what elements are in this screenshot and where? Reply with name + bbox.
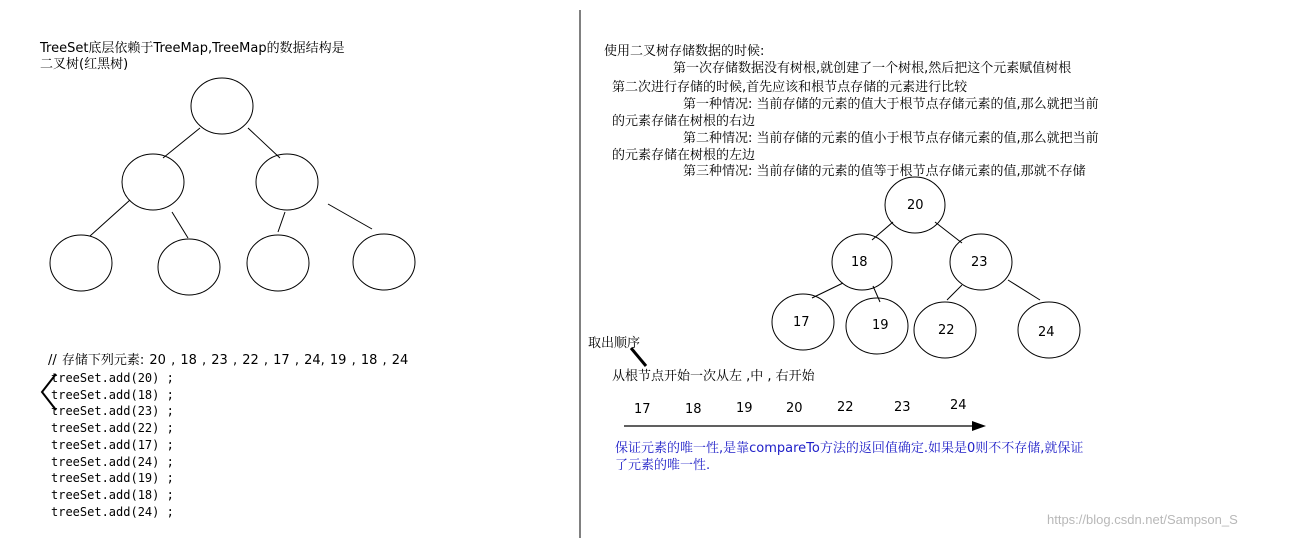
tree-node-empty — [50, 235, 112, 291]
numbered-binary-tree — [772, 177, 1080, 358]
explanation-line: 使用二叉树存储数据的时候: — [604, 44, 765, 59]
tree-edge — [90, 200, 130, 236]
tree-edge — [248, 128, 280, 158]
tree-edge — [163, 128, 200, 158]
code-line: treeSet.add(18) ; — [51, 487, 174, 502]
code-line: treeSet.add(23) ; — [51, 404, 174, 419]
watermark: https://blog.csdn.net/Sampson_S — [1047, 512, 1238, 527]
tree-edge — [947, 285, 962, 300]
order-value: 20 — [786, 401, 803, 416]
tree-node-empty — [191, 78, 253, 134]
empty-binary-tree — [50, 78, 415, 295]
tree-edge — [873, 286, 880, 302]
tree-node-label: 23 — [971, 255, 988, 270]
intro-line-2: 二叉树(红黑树) — [40, 57, 129, 72]
explanation-line: 第一次存储数据没有树根,就创建了一个树根,然后把这个元素赋值树根 — [673, 61, 1072, 76]
tree-node-label: 19 — [872, 318, 889, 333]
code-line: treeSet.add(24) ; — [51, 504, 174, 519]
tree-edge — [872, 222, 893, 240]
explanation-line: 第三种情况: 当前存储的元素的值等于根节点存储元素的值,那就不存储 — [683, 164, 1086, 179]
order-value: 22 — [837, 400, 854, 415]
tree-edge — [278, 212, 285, 232]
explanation-line: 的元素存储在树根的右边 — [612, 114, 756, 129]
tree-node-label: 18 — [851, 255, 868, 270]
order-value: 24 — [950, 398, 967, 413]
order-title: 取出顺序 — [588, 336, 641, 351]
tree-node-empty — [122, 154, 184, 210]
order-value: 19 — [736, 401, 753, 416]
tree-edge — [172, 212, 188, 238]
code-line: treeSet.add(20) ; — [51, 371, 174, 385]
tree-node-label: 24 — [1038, 325, 1055, 340]
tree-edge — [935, 222, 962, 243]
tree-node-label: 22 — [938, 323, 955, 338]
explanation-line: 第二次进行存储的时候,首先应该和根节点存储的元素进行比较 — [612, 80, 968, 95]
intro-line-1: TreeSet底层依赖于TreeMap,TreeMap的数据结构是 — [40, 41, 345, 56]
order-arrow — [624, 421, 986, 431]
explanation-line: 第二种情况: 当前存储的元素的值小于根节点存储元素的值,那么就把当前 — [683, 131, 1099, 146]
conclusion-line-2: 了元素的唯一性. — [615, 458, 711, 473]
order-description: 从根节点开始一次从左 ,中 , 右开始 — [612, 369, 815, 384]
code-line: treeSet.add(24) ; — [51, 454, 174, 469]
conclusion-line-1: 保证元素的唯一性,是靠compareTo方法的返回值确定.如果是0则不不存储,就保证 — [615, 441, 1084, 456]
tree-node-empty — [247, 235, 309, 291]
order-value: 23 — [894, 400, 911, 415]
order-value: 17 — [634, 402, 651, 417]
tree-node-empty — [256, 154, 318, 210]
tree-edge — [812, 283, 843, 298]
code-line: treeSet.add(19) ; — [51, 471, 174, 486]
order-value: 18 — [685, 402, 702, 417]
tree-node-empty — [158, 239, 220, 295]
code-line: treeSet.add(17) ; — [51, 437, 174, 452]
tree-node-label: 20 — [907, 198, 924, 213]
explanation-line: 的元素存储在树根的左边 — [612, 148, 756, 163]
code-line: treeSet.add(18) ; — [51, 387, 174, 402]
tree-edge — [328, 204, 372, 229]
tree-node-empty — [353, 234, 415, 290]
explanation-line: 第一种情况: 当前存储的元素的值大于根节点存储元素的值,那么就把当前 — [683, 97, 1099, 112]
code-block — [51, 370, 174, 520]
tree-edge — [1008, 280, 1040, 300]
storage-comment: // 存储下列元素: 20 , 18 , 23 , 22 , 17 , 24, 19 , 18 , 24 — [48, 353, 409, 368]
code-line: treeSet.add(22) ; — [51, 421, 174, 436]
tree-node-label: 17 — [793, 315, 810, 330]
